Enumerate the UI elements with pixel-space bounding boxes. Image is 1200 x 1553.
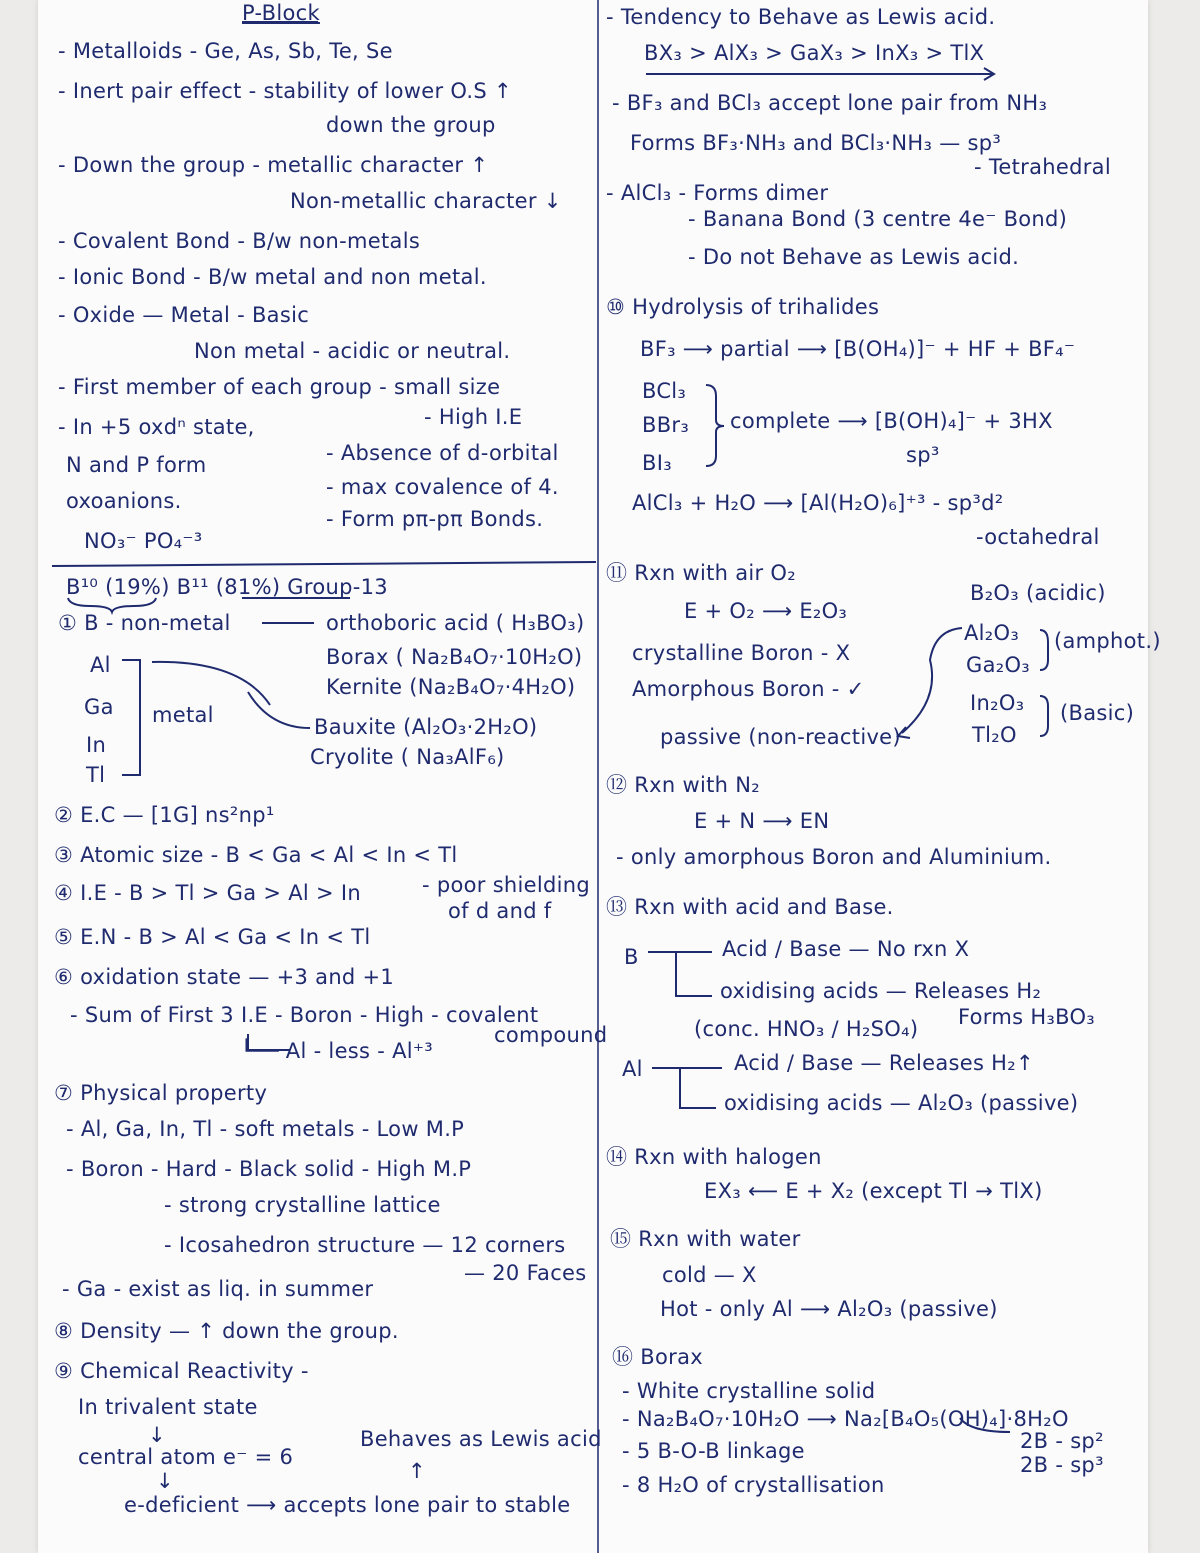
note-line: Forms H₃BO₃ — [958, 1005, 1096, 1029]
note-line: ② E.C — [1G] ns²np¹ — [54, 803, 275, 827]
note-line: B₂O₃ (acidic) — [970, 581, 1106, 605]
note-line: Acid / Base — No rxn X — [722, 937, 970, 961]
metal-bracket — [122, 660, 140, 775]
note-line: Tl — [86, 763, 106, 787]
arrow-glyph: ↓ — [156, 1469, 174, 1493]
note-line: (conc. HNO₃ / H₂SO₄) — [694, 1017, 919, 1041]
note-line: crystalline Boron - X — [632, 641, 851, 665]
note-line: - Al, Ga, In, Tl - soft metals - Low M.P — [66, 1117, 465, 1141]
note-line: Al — [622, 1057, 643, 1081]
note-line: orthoboric acid ( H₃BO₃) — [326, 611, 585, 635]
note-line: of d and f — [448, 899, 552, 923]
note-line: Forms BF₃·NH₃ and BCl₃·NH₃ — sp³ — [630, 131, 1002, 155]
oxide-curve — [902, 628, 962, 733]
arrow-glyph: ↑ — [408, 1459, 426, 1483]
note-line: ⑭ Rxn with halogen — [606, 1145, 822, 1169]
note-line: Al — [90, 653, 111, 677]
note-line: sp³ — [906, 443, 940, 467]
note-line: - Tendency to Behave as Lewis acid. — [606, 5, 996, 29]
note-line: - Banana Bond (3 centre 4e⁻ Bond) — [688, 207, 1068, 231]
note-line: (Basic) — [1060, 701, 1135, 725]
note-line: oxoanions. — [66, 489, 182, 513]
note-line: - Covalent Bond - B/w non-metals — [58, 229, 421, 253]
note-line: - Down the group - metallic character ↑ — [58, 153, 489, 177]
note-line: ⑦ Physical property — [54, 1081, 268, 1105]
note-line: (amphot.) — [1054, 629, 1161, 653]
note-line: ⑯ Borax — [612, 1345, 703, 1369]
note-line: - strong crystalline lattice — [164, 1193, 441, 1217]
note-line: Non metal - acidic or neutral. — [194, 339, 511, 363]
note-line: cold — X — [662, 1263, 757, 1287]
note-line: ⑥ oxidation state — +3 and +1 — [54, 965, 395, 989]
note-line: central atom e⁻ = 6 — [78, 1445, 294, 1469]
note-line: BBr₃ — [642, 413, 690, 437]
note-line: ⑫ Rxn with N₂ — [606, 773, 760, 797]
note-line: - Metalloids - Ge, As, Sb, Te, Se — [58, 39, 393, 63]
note-line: Kernite (Na₂B₄O₇·4H₂O) — [326, 675, 576, 699]
note-line: In — [86, 733, 107, 757]
note-line: Non-metallic character ↓ — [290, 189, 562, 213]
note-line: E + O₂ ⟶ E₂O₃ — [684, 599, 848, 623]
note-line: - Ionic Bond - B/w metal and non metal. — [58, 265, 487, 289]
note-line: Hot - only Al ⟶ Al₂O₃ (passive) — [660, 1297, 998, 1321]
note-line: ⑨ Chemical Reactivity - — [54, 1359, 309, 1383]
note-line: - Inert pair effect - stability of lower O.S ↑ — [58, 79, 512, 103]
note-line: - Oxide — Metal - Basic — [58, 303, 310, 327]
note-line: — 20 Faces — [464, 1261, 587, 1285]
note-line: Amorphous Boron - ✓ — [632, 677, 865, 701]
arrow-glyph: ↓ — [148, 1423, 166, 1447]
note-line: Cryolite ( Na₃AlF₆) — [310, 745, 505, 769]
note-line: Ga — [84, 695, 114, 719]
note-line: - BF₃ and BCl₃ accept lone pair from NH₃ — [612, 91, 1048, 115]
note-line: down the group — [326, 113, 496, 137]
note-line: Al₂O₃ — [964, 621, 1020, 645]
note-line: oxidising acids — Al₂O₃ (passive) — [724, 1091, 1079, 1115]
note-line: BF₃ ⟶ partial ⟶ [B(OH₄)]⁻ + HF + BF₄⁻ — [640, 337, 1076, 361]
note-line: ⑪ Rxn with air O₂ — [606, 561, 796, 585]
note-line: N and P form — [66, 453, 207, 477]
note-line: Behaves as Lewis acid — [360, 1427, 602, 1451]
section-heading: B¹⁰ (19%) B¹¹ (81%) Group-13 — [66, 575, 388, 599]
note-line: NO₃⁻ PO₄⁻³ — [84, 529, 203, 553]
basic-brace — [1040, 696, 1048, 736]
note-line: ⑩ Hydrolysis of trihalides — [606, 295, 880, 319]
note-line: -octahedral — [976, 525, 1100, 549]
section-divider — [52, 562, 596, 566]
note-line: - Ga - exist as liq. in summer — [62, 1277, 374, 1301]
note-line: - 5 B-O-B linkage — [622, 1439, 805, 1463]
note-line: - max covalence of 4. — [326, 475, 559, 499]
note-line: Ga₂O₃ — [966, 653, 1031, 677]
note-line: Acid / Base — Releases H₂↑ — [734, 1051, 1034, 1075]
note-line: Bauxite (Al₂O₃·2H₂O) — [314, 715, 538, 739]
metal-curve-bottom — [248, 692, 310, 728]
note-line: B — [624, 945, 639, 969]
note-line: In trivalent state — [78, 1395, 258, 1419]
note-line: └── Al - less - Al⁺³ — [240, 1039, 434, 1063]
al-tree-branch — [680, 1068, 716, 1108]
note-line: - only amorphous Boron and Aluminium. — [616, 845, 1052, 869]
note-line: ① B - non-metal — [58, 611, 231, 635]
note-line: - Boron - Hard - Black solid - High M.P — [66, 1157, 472, 1181]
halide-brace — [706, 385, 724, 466]
note-line: - Do not Behave as Lewis acid. — [688, 245, 1020, 269]
note-line: Tl₂O — [972, 723, 1017, 747]
note-line: - Form pπ-pπ Bonds. — [326, 507, 544, 531]
note-line: BI₃ — [642, 451, 672, 475]
note-line: Borax ( Na₂B₄O₇·10H₂O) — [326, 645, 583, 669]
note-line: ④ I.E - B > Tl > Ga > Al > In — [54, 881, 361, 905]
note-line: complete ⟶ [B(OH)₄]⁻ + 3HX — [730, 409, 1053, 433]
note-line: - Sum of First 3 I.E - Boron - High - covalent — [70, 1003, 539, 1027]
note-line: - poor shielding — [422, 873, 591, 897]
note-line: E + N ⟶ EN — [694, 809, 830, 833]
note-line: - White crystalline solid — [622, 1379, 876, 1403]
note-line: ⑤ E.N - B > Al < Ga < In < Tl — [54, 925, 371, 949]
note-line: EX₃ ⟵ E + X₂ (except Tl → TlX) — [704, 1179, 1043, 1203]
b-tree-branch — [676, 952, 712, 996]
note-line: 2B - sp² — [1020, 1429, 1104, 1453]
note-line: metal — [152, 703, 214, 727]
note-line: - Absence of d-orbital — [326, 441, 559, 465]
note-line: BX₃ > AlX₃ > GaX₃ > InX₃ > TlX — [644, 41, 985, 65]
note-line: - 8 H₂O of crystallisation — [622, 1473, 885, 1497]
amphot-brace — [1040, 630, 1048, 670]
page-title: P-Block — [242, 1, 320, 25]
note-line: compound — [494, 1023, 608, 1047]
note-line: - High I.E — [424, 405, 523, 429]
note-line: passive (non-reactive) — [660, 725, 901, 749]
note-line: - AlCl₃ - Forms dimer — [606, 181, 829, 205]
note-line: BCl₃ — [642, 379, 687, 403]
note-line: ⑧ Density — ↑ down the group. — [54, 1319, 399, 1343]
note-line: In₂O₃ — [970, 691, 1025, 715]
note-line: AlCl₃ + H₂O ⟶ [Al(H₂O)₆]⁺³ - sp³d² — [632, 491, 1004, 515]
note-line: oxidising acids — Releases H₂ — [720, 979, 1042, 1003]
note-line: ⑬ Rxn with acid and Base. — [606, 895, 894, 919]
note-line: 2B - sp³ — [1020, 1453, 1104, 1477]
note-line: ③ Atomic size - B < Ga < Al < In < Tl — [54, 843, 458, 867]
note-line: - First member of each group - small size — [58, 375, 501, 399]
note-line: - Icosahedron structure — 12 corners — [164, 1233, 566, 1257]
note-line: e-deficient ⟶ accepts lone pair to stable — [124, 1493, 571, 1517]
note-line: - Tetrahedral — [974, 155, 1111, 179]
note-line: - Na₂B₄O₇·10H₂O ⟶ Na₂[B₄O₅(OH)₄]·8H₂O — [622, 1407, 1069, 1431]
note-line: - In +5 oxdⁿ state, — [58, 415, 255, 439]
note-line: ⑮ Rxn with water — [610, 1227, 801, 1251]
